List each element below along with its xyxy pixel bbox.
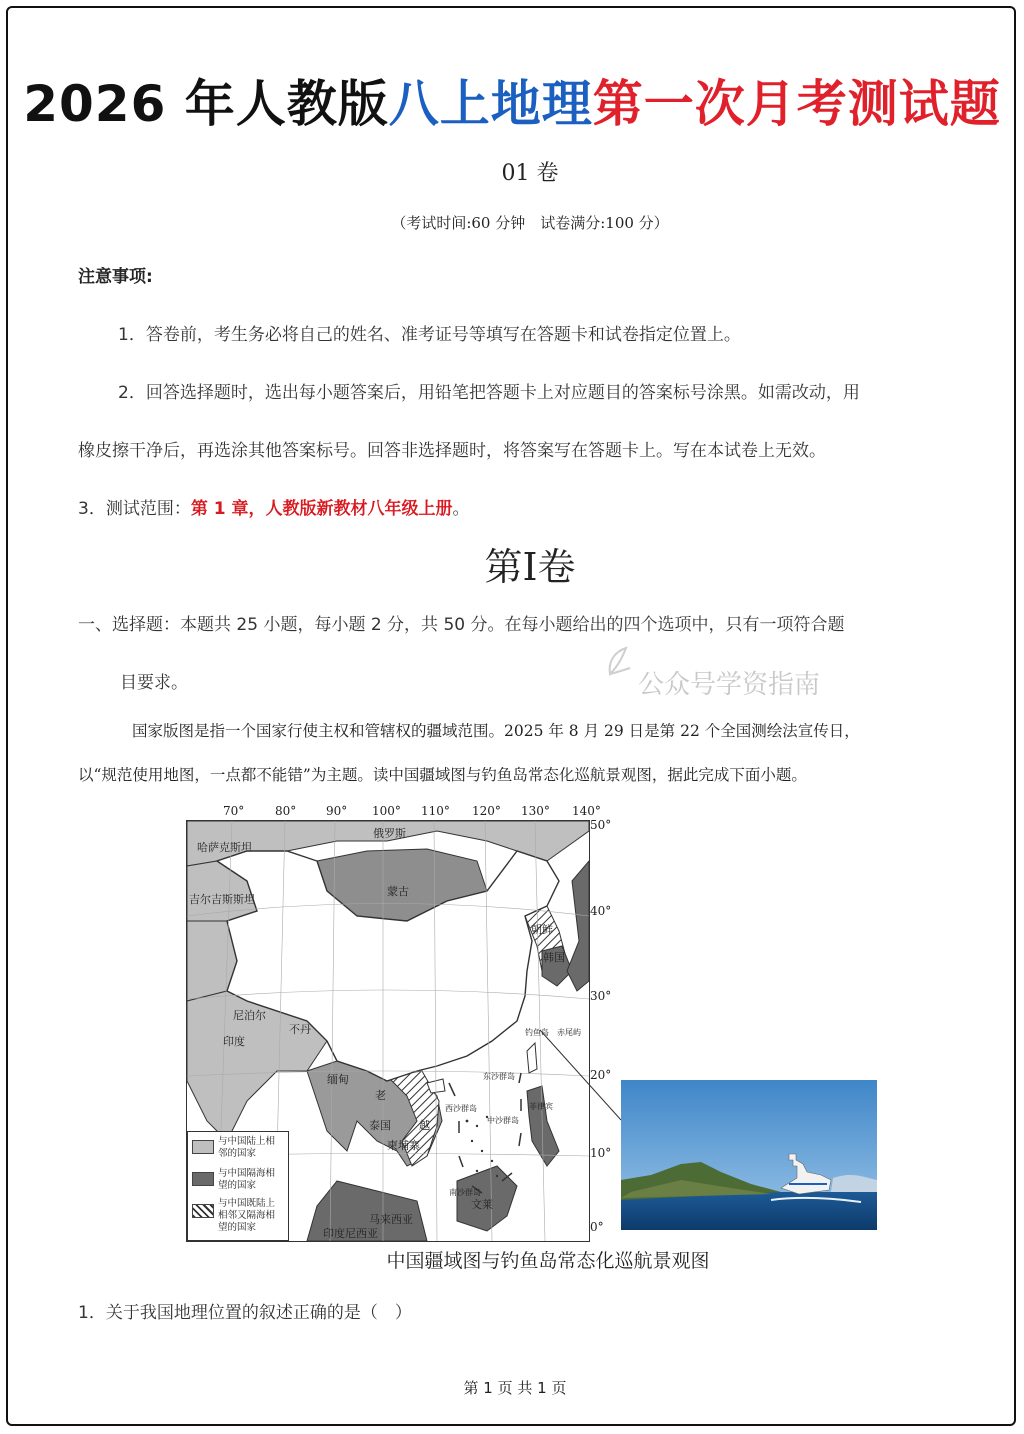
map-label-xisha: 西沙群岛	[445, 1104, 477, 1113]
paper-number: 01 卷	[501, 161, 559, 186]
intro-line-2: 以“规范使用地图，一点都不能错”为主题。读中国疆域图与钓鱼岛常态化巡航景观图，据此完成下面小题。	[78, 766, 807, 784]
latitude-label: 10°	[590, 1146, 612, 1160]
longitude-label: 110°	[421, 804, 450, 818]
note-item-2-line-1: 2．回答选择题时，选出每小题答案后，用铅笔把答题卡上对应题目的答案标号涂黑。如需改动，用	[118, 383, 860, 403]
longitude-label: 80°	[275, 804, 297, 818]
latitude-label: 30°	[590, 989, 612, 1003]
latitude-label: 50°	[590, 818, 612, 832]
longitude-label: 140°	[572, 804, 601, 818]
map-label-philippines: 菲律宾	[529, 1102, 553, 1111]
latitude-label: 20°	[590, 1068, 612, 1082]
map-label-bhutan: 不丹	[289, 1023, 311, 1036]
map-label-nepal: 尼泊尔	[233, 1009, 266, 1022]
map-label-india: 印度	[223, 1035, 245, 1048]
map-label-russia: 俄罗斯	[373, 827, 406, 840]
note-item-3-prefix: 3．测试范围：	[78, 499, 191, 519]
diaoyu-patrol-photo	[621, 1080, 877, 1230]
map-label-dongsha: 东沙群岛	[483, 1072, 515, 1081]
exam-info: （考试时间:60 分钟 试卷满分:100 分）	[391, 214, 669, 232]
map-label-cambodia: 柬埔寨	[387, 1139, 420, 1152]
longitude-label: 70°	[223, 804, 245, 818]
notes-heading: 注意事项:	[78, 267, 153, 287]
title-part-1: 2026 年人教版	[23, 75, 389, 133]
question-1: 1．关于我国地理位置的叙述正确的是（ ）	[78, 1303, 412, 1323]
latitude-label: 40°	[590, 904, 612, 918]
longitude-label: 100°	[372, 804, 401, 818]
map-label-zhongsha: 中沙群岛	[487, 1116, 519, 1125]
longitude-label: 130°	[521, 804, 550, 818]
section-title: 第Ⅰ卷	[484, 545, 576, 589]
test-scope: 第 1 章，人教版新教材八年级上册	[190, 499, 453, 519]
map-label-brunei: 文莱	[471, 1198, 493, 1211]
map-label-north-korea: 朝鲜	[531, 923, 553, 936]
note-item-2-line-2: 橡皮擦干净后，再选涂其他答案标号。回答非选择题时，将答案写在答题卡上。写在本试卷上无效。	[78, 441, 826, 461]
map-label-kyrgyzstan: 吉尔吉斯斯坦	[189, 893, 255, 906]
legend-item-sea: 与中国隔海相望的国家	[218, 1168, 276, 1191]
longitude-label: 120°	[472, 804, 501, 818]
legend-item-both: 与中国既陆上相邻又隔海相望的国家	[218, 1198, 276, 1233]
patrol-photo-image	[621, 1080, 877, 1230]
note-item-3-suffix: 。	[452, 499, 470, 519]
intro-line-1: 国家版图是指一个国家行使主权和管辖权的疆域范围。2025 年 8 月 29 日是第 22 个全国测绘法宣传日，	[132, 722, 860, 740]
map-label-myanmar: 缅甸	[327, 1073, 349, 1086]
figure-caption: 中国疆域图与钓鱼岛常态化巡航景观图	[386, 1250, 710, 1272]
map-label-thailand: 泰国	[369, 1119, 391, 1132]
page-footer: 第 1 页 共 1 页	[463, 1379, 567, 1397]
title-part-3: 第一次月考测试题	[592, 75, 1001, 133]
map-label-nansha: 南沙群岛	[449, 1188, 481, 1197]
longitude-label: 90°	[326, 804, 348, 818]
map-label-malaysia: 马来西亚	[369, 1213, 413, 1226]
map-label-diaoyu: 钓鱼岛	[525, 1028, 549, 1037]
map-label-mongolia: 蒙古	[387, 885, 409, 898]
map-label-vietnam: 越	[419, 1119, 430, 1132]
watermark-text: 公众号学资指南	[638, 670, 821, 700]
map-label-south-korea: 韩国	[543, 951, 565, 964]
section-1-instructions-line-1: 一、选择题：本题共 25 小题，每小题 2 分，共 50 分。在每小题给出的四个选项中，只有一项符合题	[78, 615, 845, 635]
note-item-1: 1．答卷前，考生务必将自己的姓名、准考证号等填写在答题卡和试卷指定位置上。	[118, 325, 741, 345]
legend-item-land: 与中国陆上相邻的国家	[218, 1136, 276, 1159]
section-1-instructions-line-2: 目要求。	[120, 673, 188, 693]
map-label-kazakhstan: 哈萨克斯坦	[197, 841, 252, 854]
title-part-2: 八上地理	[388, 75, 593, 133]
latitude-label: 0°	[590, 1220, 604, 1234]
map-label-indonesia: 印度尼西亚	[323, 1227, 378, 1240]
map-label-chiwei: 赤尾屿	[557, 1028, 581, 1037]
map-label-laos: 老	[375, 1089, 386, 1102]
